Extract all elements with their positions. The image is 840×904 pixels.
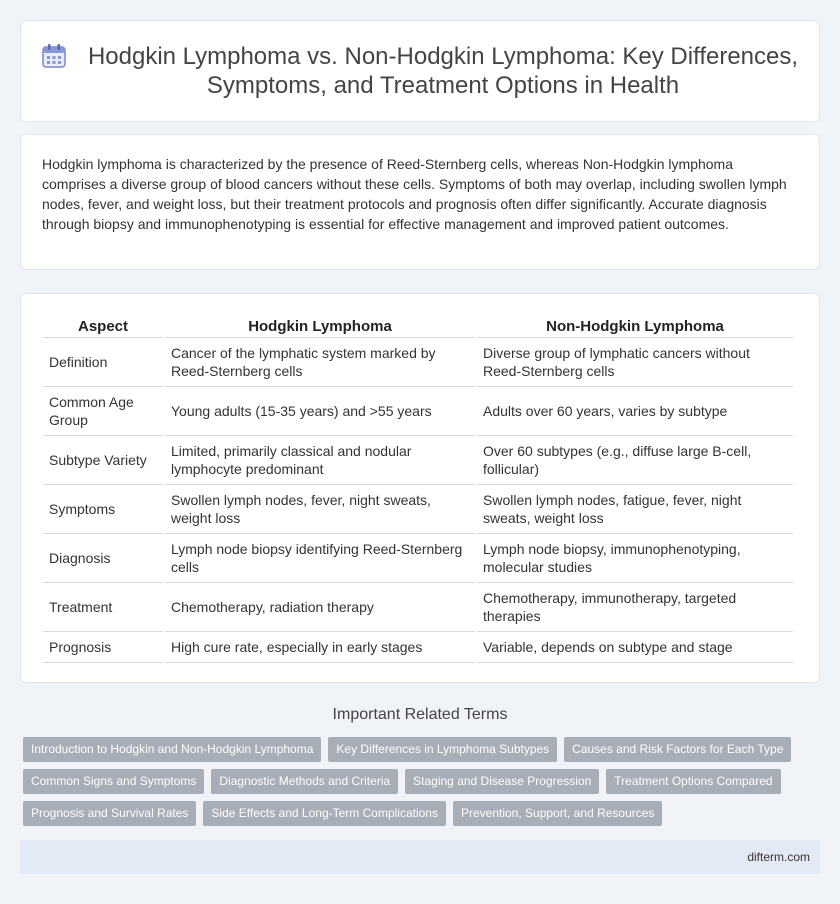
table-cell-non-hodgkin: Chemotherapy, immunotherapy, targeted therapies: [477, 583, 793, 632]
table-cell-aspect: Prognosis: [43, 632, 163, 663]
table-cell-aspect: Symptoms: [43, 485, 163, 534]
related-term-tag[interactable]: Diagnostic Methods and Criteria: [211, 769, 398, 794]
table-header-row: [43, 314, 793, 338]
table-row: [43, 485, 793, 534]
table-cell-aspect: Diagnosis: [43, 534, 163, 583]
column-header-hodgkin: Hodgkin Lymphoma: [165, 314, 475, 338]
table-cell-hodgkin: Limited, primarily classical and nodular lymphocyte predominant: [165, 436, 475, 485]
related-term-tag[interactable]: Side Effects and Long-Term Complications: [203, 801, 446, 826]
header-card: [20, 20, 820, 122]
table-cell-aspect: Treatment: [43, 583, 163, 632]
column-header-non-hodgkin: Non-Hodgkin Lymphoma: [477, 314, 793, 338]
page-title: Hodgkin Lymphoma vs. Non-Hodgkin Lymphoma: Key Differences, Symptoms, and Treatment Options in Health: [87, 43, 799, 99]
table-row: [43, 436, 793, 485]
intro-paragraph: Hodgkin lymphoma is characterized by the presence of Reed-Sternberg cells, whereas Non-Hodgkin lymphoma comprises a diverse group of blood cancers without these cells. Symptoms of both may overlap, including swollen lymph nodes, fever, and weight loss, but their treatment protocols and prognosis often differ significantly. Accurate diagnosis through biopsy and immunophenotyping is essential for effective management and improved patient outcomes.: [42, 156, 787, 232]
related-term-tag[interactable]: Prevention, Support, and Resources: [453, 801, 662, 826]
table-row: [43, 534, 793, 583]
table-cell-aspect: Common Age Group: [43, 387, 163, 436]
column-header-aspect: Aspect: [43, 314, 163, 338]
table-row: [43, 632, 793, 663]
calendar-icon: [41, 43, 67, 69]
table-row: [43, 387, 793, 436]
related-term-tag[interactable]: Causes and Risk Factors for Each Type: [564, 737, 791, 762]
table-cell-non-hodgkin: Swollen lymph nodes, fatigue, fever, night sweats, weight loss: [477, 485, 793, 534]
table-cell-hodgkin: Young adults (15-35 years) and >55 years: [165, 387, 475, 436]
related-terms-list: [23, 737, 823, 833]
table-cell-aspect: Subtype Variety: [43, 436, 163, 485]
related-term-tag[interactable]: Introduction to Hodgkin and Non-Hodgkin Lymphoma: [23, 737, 321, 762]
table-row: [43, 583, 793, 632]
table-cell-non-hodgkin: Diverse group of lymphatic cancers without Reed-Sternberg cells: [477, 338, 793, 387]
table-row: [43, 338, 793, 387]
related-term-tag[interactable]: Staging and Disease Progression: [405, 769, 599, 794]
table-cell-hodgkin: High cure rate, especially in early stages: [165, 632, 475, 663]
table-cell-non-hodgkin: Variable, depends on subtype and stage: [477, 632, 793, 663]
table-cell-hodgkin: Swollen lymph nodes, fever, night sweats, weight loss: [165, 485, 475, 534]
comparison-table: [41, 314, 795, 663]
footer: [20, 840, 820, 874]
table-cell-aspect: Definition: [43, 338, 163, 387]
table-cell-non-hodgkin: Adults over 60 years, varies by subtype: [477, 387, 793, 436]
table-cell-hodgkin: Chemotherapy, radiation therapy: [165, 583, 475, 632]
table-cell-hodgkin: Cancer of the lymphatic system marked by Reed-Sternberg cells: [165, 338, 475, 387]
table-cell-non-hodgkin: Over 60 subtypes (e.g., diffuse large B-cell, follicular): [477, 436, 793, 485]
intro-card: [20, 134, 820, 270]
table-cell-hodgkin: Lymph node biopsy identifying Reed-Sternberg cells: [165, 534, 475, 583]
related-term-tag[interactable]: Common Signs and Symptoms: [23, 769, 204, 794]
table-cell-non-hodgkin: Lymph node biopsy, immunophenotyping, molecular studies: [477, 534, 793, 583]
related-terms-title: Important Related Terms: [332, 706, 508, 723]
footer-site-link[interactable]: difterm.com: [747, 850, 810, 864]
comparison-card: [20, 293, 820, 683]
related-term-tag[interactable]: Prognosis and Survival Rates: [23, 801, 196, 826]
related-term-tag[interactable]: Key Differences in Lymphoma Subtypes: [328, 737, 557, 762]
related-term-tag[interactable]: Treatment Options Compared: [606, 769, 780, 794]
